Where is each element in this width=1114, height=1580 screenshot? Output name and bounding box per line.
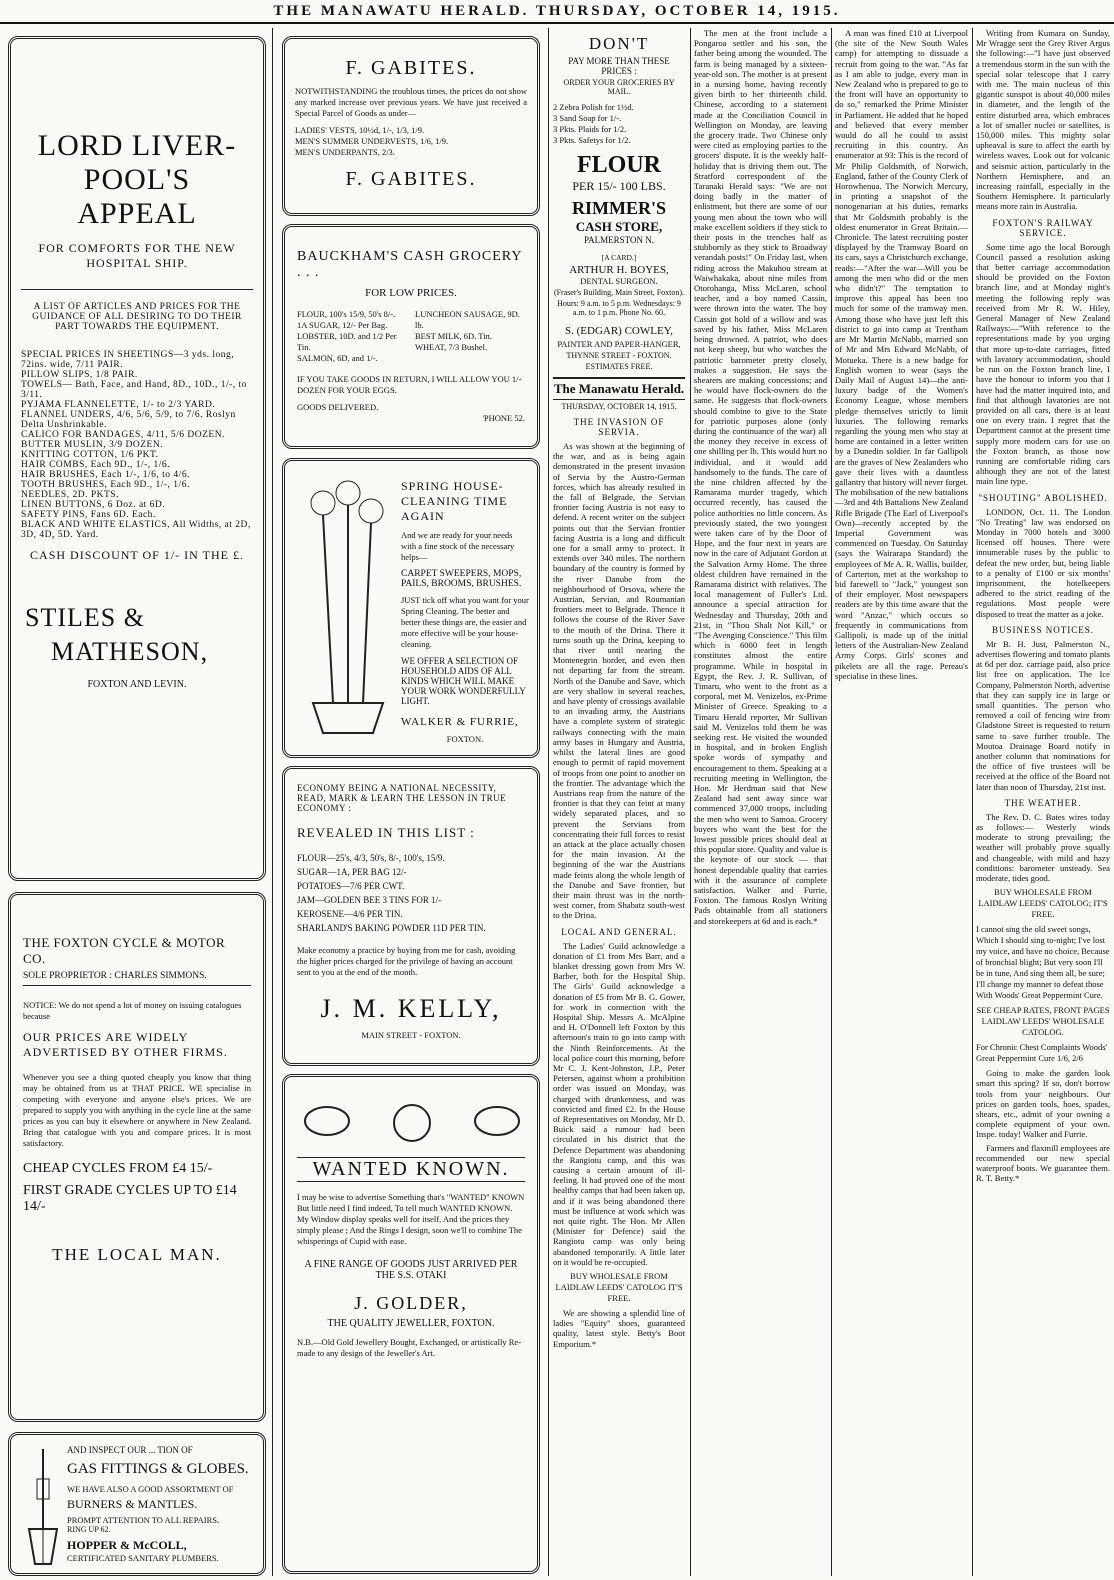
- business-heading: BUSINESS NOTICES.: [991, 624, 1094, 635]
- gas-prompt: PROMPT ATTENTION TO ALL REPAIRS.: [67, 1515, 220, 1525]
- cheap-rates: SEE CHEAP RATES, FRONT PAGES LAIDLAW LEEDS' WHOLESALE CATOLOG.: [976, 1005, 1110, 1038]
- bauckham-items: [297, 309, 525, 364]
- grocery-item: 3 Pkts. Plaids for 1/2.: [553, 124, 627, 134]
- column-5: [835, 28, 968, 1576]
- bauckham-eggs: IF YOU TAKE GOODS IN RETURN, I WILL ALLOW YOU 1/- DOZEN FOR YOUR EGGS.: [297, 374, 522, 395]
- cycle-first: FIRST GRADE CYCLES UP TO £14 14/-: [23, 1183, 237, 1214]
- gas-cert: CERTIFICATED SANITARY PLUMBERS.: [67, 1553, 219, 1563]
- bauckham-title: BAUCKHAM'S CASH GROCERY . . .: [297, 249, 522, 280]
- rimmer-place: PALMERSTON N.: [583, 235, 655, 245]
- kelly-item: KEROSENE—4/6 PER TIN.: [297, 909, 403, 919]
- gabites-item: MEN'S UNDERPANTS, 2/3.: [295, 147, 395, 157]
- spring-offer: WE OFFER A SELECTION OF HOUSEHOLD AIDS OF ALL KINDS WHICH WILL MAKE YOUR WORK WONDERFULLY LIGHT.: [401, 656, 526, 706]
- kelly-revealed: REVEALED IN THIS LIST :: [297, 825, 475, 840]
- kelly-item: JAM—GOLDEN BEE 3 TINS FOR 1/-: [297, 895, 442, 905]
- spring-ad: [282, 458, 540, 758]
- liverpool-item: KNITTING COTTON, 1/6 PKT.: [21, 450, 159, 460]
- railway-heading: FOXTON'S RAILWAY SERVICE.: [992, 217, 1094, 238]
- liverpool-item: HAIR BRUSHES, Each 1/-, 1/6, to 4/6.: [21, 470, 190, 480]
- bauckham-item: BEST MILK, 6D. Tin.: [415, 331, 492, 341]
- dental-surgeon: DENTAL SURGEON.: [580, 276, 658, 286]
- gas-head: AND INSPECT OUR ... TION OF: [67, 1445, 193, 1455]
- liverpool-item: PYJAMA FLANNELETTE, 1/- to 2/3 YARD.: [21, 400, 216, 410]
- boyes-name: ARTHUR H. BOYES,: [569, 264, 669, 276]
- liverpool-item: HAIR COMBS, Each 9D., 1/-, 1/6.: [21, 460, 171, 470]
- sunspot-text: Writing from Kumara on Sunday, Mr Wragge sent the Grey River Argus the following:—"I have just observed a tremendous storm in the sun with the special solar telescope that I carry with me. The main nucleus of this gigantic sunspot is about 40,000 miles in diameter, and the length of the entire disturbed area, which embraces a lot of smaller nuclei or satellites, is 150,000 miles. This mighty solar upheaval is sure to affect the earth by wireless waves. Look out for volcanic and seismic action, particularly in the Northern Hemisphere, and an increasing rainfall, especially in the Southern Hemisphere. It particularly means more rain in Australia.: [976, 28, 1110, 212]
- cowley-estimates: ESTIMATES FREE.: [585, 362, 653, 371]
- gas-firm: HOPPER & McCOLL,: [67, 1538, 187, 1552]
- liverpool-title-2: POOL'S APPEAL: [77, 163, 197, 230]
- rimmer-name: RIMMER'S: [572, 198, 666, 218]
- golder-title: WANTED KNOWN.: [297, 1157, 525, 1182]
- bauckham-ad: [282, 224, 540, 449]
- liverpool-title-1: LORD LIVER-: [37, 129, 237, 162]
- liverpool-item: PILLOW SLIPS, 1/8 PAIR.: [21, 370, 138, 380]
- gas-burners: BURNERS & MANTLES.: [67, 1497, 198, 1511]
- liverpool-item: BLACK AND WHITE ELASTICS, All Widths, at 2D, 3D, 4D, 5D. Yard.: [21, 520, 251, 540]
- cowley-trade: PAINTER AND PAPER-HANGER,: [557, 339, 681, 349]
- column-6: [976, 28, 1110, 1576]
- shouting-text: LONDON, Oct. 11. The London "No Treating" law was endorsed on Monday in 7000 hotels and 3000 licensed off houses. There were innumerable ruses by the public to defeat the new order, but, being liable to a penalty of £100 or six months' imprisonment, the hotelkeepers adhered to the strict reading of the regulations. Most people were disposed to treat the matter as a joke.: [976, 506, 1110, 619]
- gabites-title: F. GABITES.: [345, 57, 477, 79]
- gabites-body: NOTWITHSTANDING the troublous times, the prices do not show any marked increase over previous years. We have just received a Special Parcel of Goods as under—: [295, 86, 527, 118]
- liverpool-item: LINEN BUTTONS, 6 Doz. at 6D.: [21, 500, 166, 510]
- kelly-item: POTATOES—7/6 PER CWT.: [297, 881, 405, 891]
- cycle-cheap: CHEAP CYCLES FROM £4 15/-: [23, 1161, 213, 1176]
- column-4: [694, 28, 827, 1576]
- golder-range: A FINE RANGE OF GOODS JUST ARRIVED PER THE S.S. OTAKI: [304, 1259, 518, 1281]
- fraser-building: (Fraser's Building, Main Street, Foxton).: [553, 288, 685, 297]
- invasion-heading: THE INVASION OF SERVIA.: [573, 417, 665, 437]
- golder-sub: THE QUALITY JEWELLER, FOXTON.: [327, 1318, 495, 1329]
- kelly-economy: ECONOMY BEING A NATIONAL NECESSITY, READ, MARK & LEARN THE LESSON IN TRUE ECONOMY :: [297, 783, 507, 813]
- weather-heading: THE WEATHER.: [1004, 797, 1082, 808]
- gas-ring: RING UP 62.: [67, 1525, 111, 1534]
- kelly-addr: MAIN STREET - FOXTON.: [361, 1030, 461, 1040]
- peppermint-poem: I cannot sing the old sweet songs, Which I should sing to-night; I've lost my voice, and have no choice, Because of bronchial blight; But very soon I'll be in tune, And sing them all, be sure; I'll change my manner to defeat those With Woods' Great Peppermint Cure.: [976, 924, 1110, 1001]
- shouting-heading: "SHOUTING" ABOLISHED.: [978, 492, 1108, 503]
- cycle-local: THE LOCAL MAN.: [52, 1245, 222, 1264]
- liverpool-ad: [8, 36, 266, 881]
- weather-text: The Rev. D. C. Bates wires today as follows:— Westerly winds moderate to strong prevailing; the weather will probably prove squally and changeable, with mild and hazy conditions: barometer unsteady. Sea moderate, tides good.: [976, 811, 1110, 884]
- golder-name: J. GOLDER,: [354, 1293, 468, 1313]
- railway-text: Some time ago the local Borough Council passed a resolution asking that better carriage accommodation should be provided on the Foxton branch line, and at Monday night's meeting the following reply was received from Mr R. W. Hiley, General Manager of New Zealand Railways:—"With reference to the representations made by you urging that more up-to-date carriages, fitted with lavatory accommodation, should be run on the Foxton branch line, I have the honour to inform you that I have had the matter inquired into, and find that although lavatories are not provided on all cars, there is at least one on every train. I regret that the Department cannot at the present time supply more modern cars for use on the Foxton branch, as those now running are comfortable riding cars although they are not of the latest main line type.: [976, 241, 1110, 487]
- column-4-text: The men at the front include a Pongaroa settler and his son, the father being among the wounded. The farm is being managed by a sixteen-year-old son. The mother is at present in a nursing home, having recently given birth to her thirteenth child. Chinese, according to a statement made at the Conciliation Council in Wellington on Monday, are leaving the grocery trade. Two Chinese only were cited as employing parties to the grocers' dispute. It is the weekly half-holiday that is driving them out. The Stratford correspondent of the Taranaki Herald says: "We are not doing badly in the matter of enlistment, but there are some of our young men about the town who will make excellent soldiers if they stick to their posts in the trenches half as stubbornly as they stick to Broadway verandah posts!" On Friday last, when riding across the Makuhou stream at Waiwhakaka, about nine miles from Otorohanga, Miss McLaren, school teacher, and a boy named Cassin, were thrown into the water. The boy Cassin got hold of a willow and was saved by his father, Miss McLaren being drowned. A patriot, who does not keep sheep, but who watches the patriotic barometer pretty closely, makes a suggestion. He says the shearers are making concessions; and he would have flock-owners do the same. He suggests that flock-owners should combine to give to the State for patriotic purposes alone (only during the continuance of the war) all the money they receive in excess of one shilling per lb. This would hurt no individual, and it would add handsomely to the funds. The care of the nine children affected by the Ramarama murder tragedy, which occurred recently, has caused the police authorities no little concern. As previously stated, the two youngest were taken care of by the Door of Hope, and the four next in years are now in the care of Adjutant Gordon at the Salvation Army Home. The three oldest children have remained in the Ramarama district with relatives. The local management of Fuller's Ltd. announce a special attraction for Wednesday and Thursday, 20th and 21st, in "Thou Shalt Not Kill," or "The Avenging Conscience." This film which is 6000 feet in length constitutes almost the entire programme. While in hospital in Egypt, the Rev. J. R. Sullivan, of Timaru, who went to the front as a corporal, met M. Venizelos, ex-Prime Minister of Greece. Speaking to a Timaru Herald reporter, Mr Sullivan said M. Venizelos told them he was seeking rest. He visited the wounded in hospital, and in broken English spoke words of sympathy and encouragement to them. Speaking at a recruiting meeting in Wellington, the Hon. Mr Herdman said that New Zealand had sent away since war commenced 37,000 troops, including the men who went to Samoa. Grocery buyers who want the best for the lowest possible prices should deal at this popular store. Quality and value is the keynote of our stock — that honest dependable quality that carries with it the assurance of complete satisfaction. Walker and Furrie, Foxton. The famous Roslyn Writing Pads obtainable from all stationers and storekeepers at 6d and is each.*: [694, 28, 827, 926]
- jewellery-rings-icon: [297, 1091, 527, 1151]
- spring-items: CARPET SWEEPERS, MOPS, PAILS, BROOMS, BRUSHES.: [401, 569, 522, 589]
- liverpool-item: FLANNEL UNDERS, 4/6, 5/6, 5/9, to 7/6. Roslyn Delta Unshrinkable.: [21, 410, 236, 430]
- spring-body: And we are ready for your needs with a fine stock of the necessary helps—: [401, 530, 515, 562]
- kelly-item: SUGAR—1A, PER BAG 12/-: [297, 867, 407, 877]
- golder-nb: N.B.—Old Gold Jewellery Bought, Exchanged, or artistically Re-made to any design of the Jeweller's Art.: [297, 1337, 522, 1358]
- kelly-name: J. M. KELLY,: [320, 994, 502, 1023]
- liverpool-items: [21, 350, 253, 540]
- dental-hours: Hours: 9 a.m. to 5 p.m. Wednesdays: 9 a.m. to 1 p.m. Phone No. 60.: [557, 299, 681, 317]
- gas-fitting-icon: [23, 1449, 63, 1569]
- column-5-text: A man was fined £10 at Liverpool (the site of the New South Wales camp) for attempting to dissuade a recruit from going to the war. "As far as I am able to judge, every man in New Zealand who is prepared to go to the front will have an opportunity to do so," remarked the Prime Minister in Parliament. He added that he hoped and believed that every member would do all he could to assist recruiting in this country. An enumerator at 93: This is the record of Mr Philip Goldsmith, of Norwich, England, father of the County Clerk of Horowhenua. The Norwich Mercury, in printing a snapshot of the nonogenarian at his duties, remarks that Mr Goldsmith probably is the oldest enumerator in Great Britain.—Chronicle. The latest recruiting poster displayed by the Tramway Board on its cars, says a Christchurch exchange, reads:—"After the war—Will you be among the men who did or the men who didn't?" The temptation to improve this appeal has been too much for some of the tramway men. Among those who have just left this district to go into camp at Trentham are Mr Martin McNabb, married son of Mr and Mrs Edward McNabb, of Motueka. There is a new badge for English women to wear (says the Daily Mail of August 14)—the anti-luxury badge of the Women's Economy League, whose members pledge themselves strictly to limit luxuries. The following remarks regarding the young men who stay at home are contained in a letter written by a Dunedin soldier. In far Gallipoli are the graves of New Zealanders who gave their lives with a dauntless gallantry that history will never forget. The mobilisation of the new battalions—3rd and 4th Battalions New Zealand Rifle Brigade (The Earl of Liverpool's Own)—recently accepted by the Imperial Government was commenced on Tuesday. On Saturday (says the Wairarapa Standard) the employees of Mr A. R. Wallis, builder, of Carterton, met at the workshop to bid farewell to "Jack," youngest son of their employer. Most newspapers readers are by this time aware that the word "Anzac," which occurs so frequently in communications from Gallipoli, is made up of the initial letters of the Australian-New Zealand Army Corps. Girls' scones and pikelets are all the rage. Pereau's specialise in these lines.: [835, 28, 968, 681]
- spring-title: SPRING HOUSE-CLEANING TIME AGAIN: [401, 479, 508, 523]
- liverpool-place: FOXTON AND LEVIN.: [87, 679, 187, 690]
- column-3: [553, 28, 685, 1352]
- cowley-name: S. (EDGAR) COWLEY,: [565, 325, 673, 337]
- card-label: [A CARD.]: [601, 253, 637, 262]
- flour-price: PER 15/- 100 LBS.: [572, 179, 666, 193]
- cowley-addr: THYNNE STREET - FOXTON.: [566, 351, 672, 360]
- chest-complaints: For Chronic Chest Complaints Woods' Great Peppermint Cure 1/6, 2/6: [976, 1042, 1108, 1064]
- liverpool-firm-1: STILES &: [25, 603, 145, 632]
- herald-nameplate: The Manawatu Herald.: [553, 377, 685, 400]
- grocery-items: [553, 102, 685, 146]
- liverpool-item: CALICO FOR BANDAGES, 4/11, 5/6 DOZEN.: [21, 430, 225, 440]
- kelly-ad: [282, 766, 540, 1066]
- garden-tools: Going to make the garden look smart this spring? If so, don't borrow tools from your neighbours. Our prices on garden tools, hoes, spades, shears, etc., admit of your owning a complete equipment of your own. Inspe. today! Walker and Furrie.: [976, 1068, 1110, 1140]
- grocery-item: 3 Sand Soap for 1/-.: [553, 113, 622, 123]
- gabites-item: MEN'S SUMMER UNDERVESTS, 1/6, 1/9.: [295, 136, 449, 146]
- laidlaw-ad-2: BUY WHOLESALE FROM LAIDLAW LEEDS' CATOLOG; IT'S FREE.: [978, 887, 1108, 920]
- liverpool-item: SAFETY PINS, Fans 6D. Each.: [21, 510, 156, 520]
- gas-have: WE HAVE ALSO A GOOD ASSORTMENT OF: [67, 1484, 234, 1494]
- golder-poem: I may be wise to advertise Something that's "WANTED" KNOWN But little need I find indeed, To tell much WANTED KNOWN. My Window display speaks well for itself, And the prices they simply please ; And the Rings I design, soon we'll to combine The whisperings of Cupid with ease.: [297, 1192, 525, 1246]
- cycle-body: Whenever you see a thing quoted cheaply you know that thing may be obtained from us at THAT PRICE. WE specialise in competing with everyone and anyone else's prices. We are prepared to supply you with anything in the cycle line at the same prices as you can buy it elsewhere or anywhere in New Zealand. Bring that catalogue with you and compare prices. It is most satisfactory.: [23, 1072, 251, 1148]
- bauckham-item: SALMON, 6D. and 1/-.: [297, 353, 378, 363]
- liverpool-intro: A LIST OF ARTICLES AND PRICES FOR THE GUIDANCE OF ALL DESIRING TO DO THEIR PART TOWARDS THE EQUIPMENT.: [32, 302, 242, 332]
- gabites-title-2: F. GABITES.: [345, 168, 477, 190]
- invasion-text: As was shown at the beginning of the war, and as is being again demonstrated in the present invasion of Servia by the Austro-German forces, which has already resulted in the fall of Belgrade, the Servian frontier facing Austria is not easy to defend. A recent writer on the subject points out that the Servian frontier facing Austria is a long and difficult one for a small army to protect. It extends over 340 miles. The northern boundary of the country is formed by the river Danube from the neighbourhood of Orsova, where the Austrian, Servian, and Roumanian frontiers meet to Belgrade. Thence it follows the course of the River Save to the mouth of the Drina. There it turns south up the Drina, keeping to that river until nearing the Montenegrin border, and even then not departing far from the stream. North of the Danube and Save, which are very shallow in several reaches, and have plenty of crossings available to an invading army, the Austrians have a complete system of strategic railways connecting with the main army bases in Hungary and Austria, whilst the lateral lines are good enough to permit of rapid movement of troops from one point to another on the frontier. The advantage which the Austrians reap from the nature of the frontier is that they can feint at many widely separated places, and so prevent the Servians from concentrating their full forces to resist an attack at the place actually chosen for the main invasion. At the beginning of the war the Austrians made feints along the whole length of the Danube and Save frontier, but their main thrust was in the north-west corner, from Shabatz south-west to the Drina.: [553, 441, 685, 921]
- spring-firm: WALKER & FURRIE,: [401, 716, 519, 728]
- bauckham-item: LUNCHEON SAUSAGE, 9D. lb.: [415, 309, 520, 330]
- liverpool-item: TOWELS— Bath, Face, and Hand, 8D., 10D., 1/-, to 3/11.: [21, 380, 247, 400]
- gas-ad: [8, 1432, 266, 1576]
- cycle-prices: OUR PRICES ARE WIDELY ADVERTISED BY OTHER FIRMS.: [23, 1030, 228, 1059]
- farmers-boots: Farmers and flaxmill employees are recommended our new special waterproof boots. We guarantee them. R. T. Betty.*: [976, 1142, 1110, 1184]
- liverpool-item: SPECIAL PRICES IN SHEETINGS—3 yds. long, 72ins. wide, 7/11 PAIR.: [21, 350, 235, 370]
- bauckham-phone: 'PHONE 52.: [482, 413, 525, 423]
- gabites-item: LADIES' VESTS, 10½d, 1/-, 1/3, 1/9.: [295, 125, 425, 135]
- golder-ad: [282, 1074, 540, 1574]
- grocery-item: 2 Zebra Polish for 1½d.: [553, 102, 634, 112]
- bauckham-item: WHEAT, 7/3 Bushel.: [415, 342, 488, 352]
- liverpool-firm-2: MATHESON,: [51, 637, 209, 666]
- bauckham-sub: FOR LOW PRICES.: [365, 287, 457, 299]
- local-heading: LOCAL AND GENERAL.: [561, 926, 677, 937]
- dont-headline: DON'T: [588, 34, 650, 53]
- kelly-item: SHARLAND'S BAKING POWDER 11D PER TIN.: [297, 923, 486, 933]
- laidlaw-ad: BUY WHOLESALE FROM LAIDLAW LEEDS' CATOLOG IT'S FREE.: [555, 1271, 683, 1304]
- grocery-item: 3 Pkts. Safetys for 1/2.: [553, 135, 631, 145]
- kelly-practice: Make economy a practice by buying from me for cash, avoiding the higher prices charged for the privilege of having an account sent to you at the end of the month.: [297, 945, 516, 977]
- liverpool-sub: FOR COMFORTS FOR THE NEW HOSPITAL SHIP.: [38, 241, 236, 270]
- masthead: THE MANAWATU HERALD. THURSDAY, OCTOBER 14, 1915.: [0, 0, 1114, 24]
- betty-ad: We are showing a splendid line of ladies "Equity" shoes, guaranteed quality, latest style. Betty's Boot Emporium.*: [553, 1308, 685, 1349]
- herald-date: THURSDAY, OCTOBER 14, 1915.: [561, 402, 677, 411]
- spring-place: FOXTON.: [446, 734, 484, 744]
- kelly-item: FLOUR—25's, 4/3, 50's, 8/-, 100's, 15/9.: [297, 853, 445, 863]
- pay-more: PAY MORE THAN THESE PRICES :: [568, 56, 670, 76]
- bauckham-item: FLOUR, 100's 15/9, 50's 8/-.: [297, 309, 396, 319]
- gabites-items: [295, 125, 527, 158]
- liverpool-item: BUTTER MUSLIN, 3/9 DOZEN.: [21, 440, 164, 450]
- rimmer-cash: CASH STORE,: [575, 219, 663, 234]
- cycle-title: THE FOXTON CYCLE & MOTOR CO.: [23, 935, 226, 966]
- bauckham-delivered: GOODS DELIVERED.: [297, 402, 379, 412]
- bauckham-item: LOBSTER, 10D. and 1/2 Per Tin.: [297, 331, 397, 352]
- gas-title: GAS FITTINGS & GLOBES.: [67, 1461, 249, 1477]
- broom-illustration-icon: [293, 473, 393, 743]
- flour-headline: FLOUR: [577, 152, 661, 178]
- local-text: The Ladies' Guild acknowledge a donation of £1 from Mrs Barr, and a blanket dressing gown from Mrs W. Barber, both for the Hospital Ship. The Girls' Guild acknowledge a donation of £5 from Mr B. G. Gower, for work in connection with the Hospital Ship. Messrs A. McAlpine and H. O'Donnell left Foxton by this afternoon's train to go into camp with the Ninth Reinforcements. At the local police court this morning, before Mr C. J. Kent-Johnston, J.P., Peter Petersen, against whom a prohibition order was issued on Monday, was charged with drunkenness, and was convicted and fined £2. In the House of Representatives on Monday, Mr D. Buick said a rumour had been circulated in his district that the Defence Department was abandoning the Rangiotu camp, and this was causing a certain amount of ill-feeling. It had proved one of the most healthy camps that had been taken up, and if it was being abandoned there must be influence at work which was not quite right. The Hon. Mr Allen (Minister for Defence) said the Rangiotu camp was only being abandoned temporarily. A little later on it would be re-occupied.: [553, 940, 685, 1267]
- order-mail: ORDER YOUR GROCERIES BY MAIL.: [563, 78, 675, 96]
- cycle-ad: [8, 892, 266, 1422]
- liverpool-discount: CASH DISCOUNT OF 1/- IN THE £.: [30, 548, 244, 562]
- spring-tick: JUST tick off what you want for your Spring Cleaning. The better and better these things are, the easier and more effective will be your house-cleaning.: [401, 595, 529, 649]
- cycle-notice: NOTICE: We do not spend a lot of money on issuing catalogues because: [23, 1000, 242, 1021]
- business-text: Mr B. H. Just, Palmerston N., advertises flowering and tomato plants at 6d per doz. carriage paid, also price list free on application. The Ice Company, Palmerston North, advertise that they can supply ice in large or small quantities. The person who removed a coil of fencing wire from Gladstone Street is requested to return same to save further trouble. The Moutoa Drainage Board notify in another column that nominations for the office of five trustees will be received at the office of the Board not later than noon of Thursday, 21st inst.: [976, 638, 1110, 792]
- liverpool-item: TOOTH BRUSHES, Each 9D., 1/-, 1/6.: [21, 480, 190, 490]
- bauckham-item: 1A SUGAR, 12/- Per Bag.: [297, 320, 388, 330]
- gabites-ad: [282, 36, 540, 216]
- kelly-items: [297, 851, 525, 935]
- liverpool-item: NEEDLES, 2D. PKTS.: [21, 490, 119, 500]
- cycle-prop: SOLE PROPRIETOR : CHARLES SIMMONS.: [23, 971, 251, 986]
